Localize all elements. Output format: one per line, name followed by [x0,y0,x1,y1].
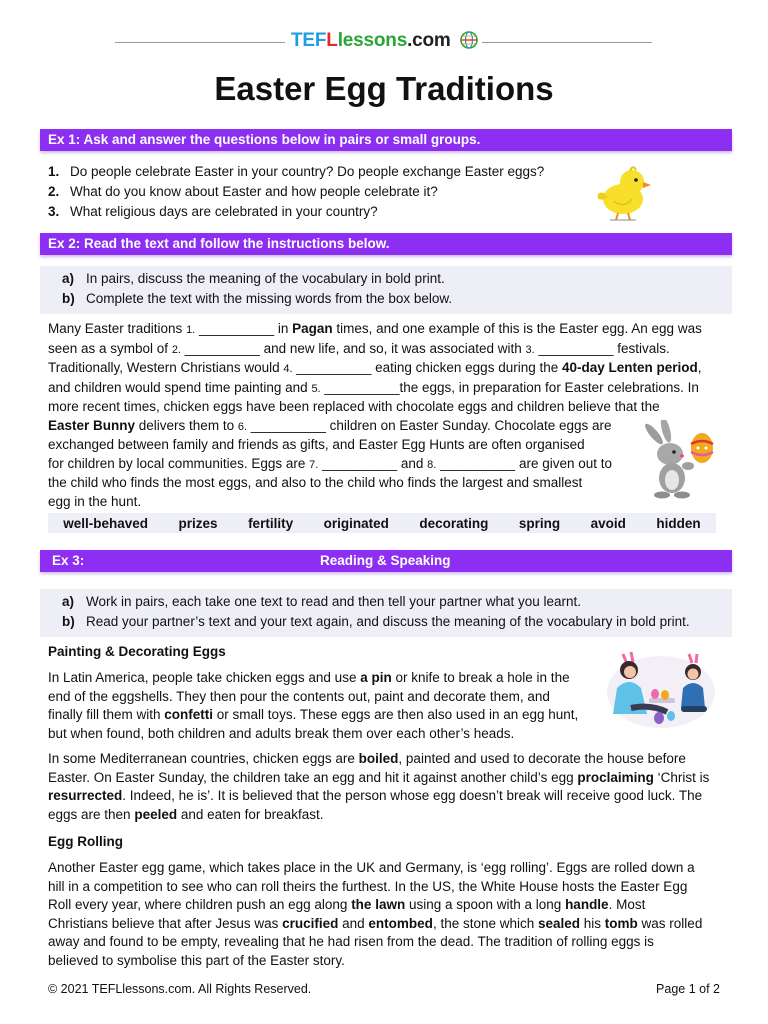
list-item: a) Work in pairs, each take one text to read and then tell your partner what you learnt. [62,594,582,609]
page-number: Page 1 of 2 [656,982,720,996]
reading-text-3: Another Easter egg game, which takes place in the UK and Germany, is ‘egg rolling’. Eggs are rolled down a hill in a competition to see who can roll theirs the furthest. In the US, the White House hosts the Easter Egg Roll every year, where children push an egg along the lawn using a spoon with a long handle. Most Christians believe that after Jesus was crucified and entombed, the stone which sealed his tomb was rolled away and found to be empty, revealing that he had risen from the dead. The tradition of rolling eggs is believed to symbolise this part of the Easter story. [48,860,703,968]
word-option: decorating [419,515,489,531]
word-box [48,513,716,533]
list-item: 1. Do people celebrate Easter in your country? Do people exchange Easter eggs? [48,164,545,179]
page-title: Easter Egg Traditions [214,70,554,107]
ex2-header-bar: Ex 2: Read the text and follow the instructions below. [40,233,732,255]
site-header [115,30,652,56]
site-logo: TEFLlessons.com [291,30,478,52]
list-item: a) In pairs, discuss the meaning of the vocabulary in bold print. [62,271,445,286]
family-painting-eggs-illustration [605,648,717,730]
reading-text-2: In some Mediterranean countries, chicken eggs are boiled, painted and used to decorate the house before Easter. On Easter Sunday, the children take an egg and hit it against another child’s egg proclaiming ‘Christ is resurrected. Indeed, he is’. It is believed that the person whose egg doesn’t break will receive good luck. The eggs are then peeled and eaten for breakfast. [48,751,710,822]
ex2-instructions-band [40,266,732,314]
chick-icon [590,163,652,223]
section-heading: Egg Rolling [48,834,123,849]
list-item: 3. What religious days are celebrated in your country? [48,204,378,219]
word-option: prizes [178,515,218,531]
ex3-instructions-band [40,589,732,637]
word-option: avoid [590,515,626,531]
footer-copyright: © 2021 TEFLlessons.com. All Rights Reserved. [48,982,312,996]
ex1-header-bar: Ex 1: Ask and answer the questions below in pairs or small groups. [40,129,732,151]
header-rule-right [482,42,652,43]
list-item: 2. What do you know about Easter and how people celebrate it? [48,184,438,199]
word-option: originated [323,515,389,531]
word-option: well-behaved [63,515,149,531]
gap-fill-text: Many Easter traditions 1. __________ in Pagan times, and one example of this is the Easter egg. An egg was seen as a symbol of 2. __________ and new life, and so, it was associated with 3. __________ festivals. Traditionally, Western Christians would 4. __________ eating chicken eggs during the 40-day Lenten period, and children would spend time painting and 5. __________the eggs, in preparation for Easter celebrations. In more recent times, chicken eggs have been replaced with chocolate eggs and children believe that the Easter Bunny delivers them to 6. __________ children on Easter Sunday. Chocolate eggs are exchanged between family and friends as gifts, and Easter Egg Hunts are often organised for children by local communities. Eggs are 7. __________ and 8. __________ are given out to the child who finds the most eggs, and also to the child who finds the largest and smallest egg in the hunt. [48,321,702,509]
word-option: spring [518,515,561,531]
word-option: hidden [656,515,701,531]
ex1-question-list [48,162,544,222]
globe-icon [460,31,478,49]
ex3-header-bar: Ex 3: Reading & Speaking [40,550,732,572]
reading-text-1: In Latin America, people take chicken eggs and use a pin or knife to break a hole in the end of the eggshells. They then pour the contents out, paint and decorate them, and finally fill them with confetti or small toys. These eggs are then also used in an egg hunt, but when found, both children and adults break them over each other’s heads. [48,670,579,741]
word-option: fertility [248,515,294,531]
easter-bunny-icon [640,420,718,500]
section-heading: Painting & Decorating Eggs [48,644,226,659]
header-rule-left [115,42,285,43]
list-item: b) Read your partner’s text and your text again, and discuss the meaning of the vocabulary in bold print. [62,614,690,629]
list-item: b) Complete the text with the missing words from the box below. [62,291,453,306]
